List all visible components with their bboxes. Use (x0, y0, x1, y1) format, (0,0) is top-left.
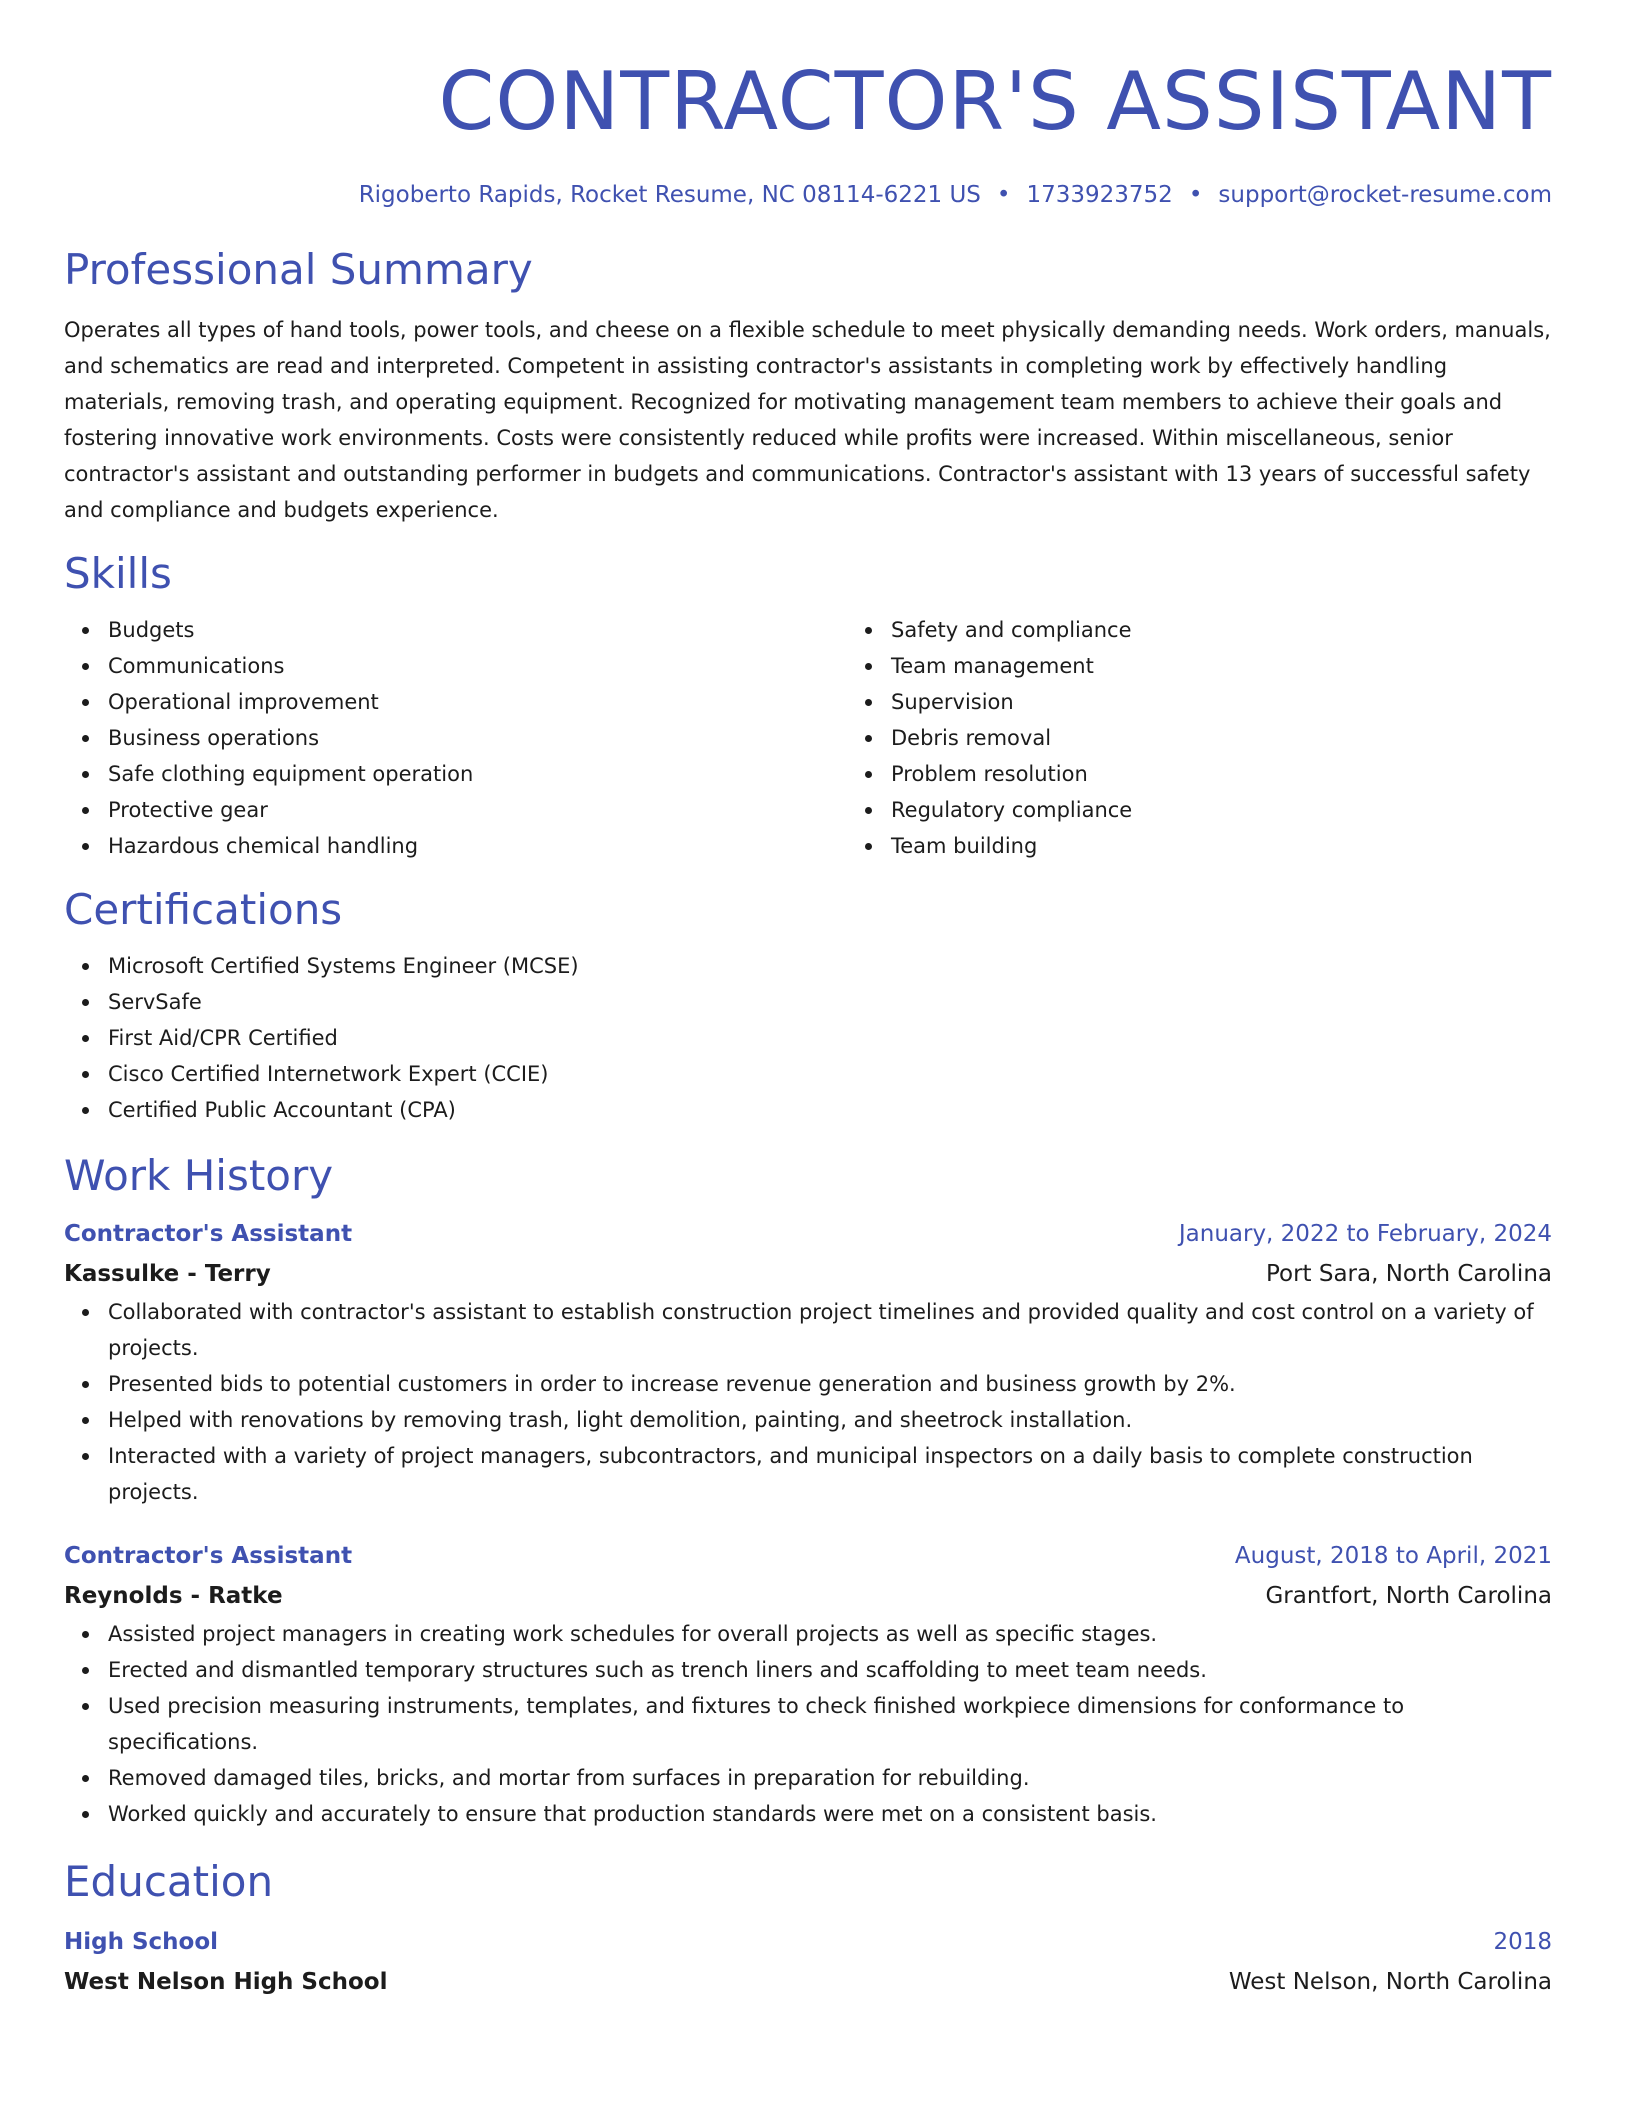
job-bullets (64, 1616, 1552, 1832)
job-subheader (64, 1576, 1552, 1616)
certification-item: Certified Public Accountant (CPA) (108, 1092, 1552, 1128)
job-header (64, 1536, 1552, 1576)
job-entry (64, 1536, 1552, 1832)
contact-phone: 1733923752 (1026, 182, 1173, 208)
certification-item: First Aid/CPR Certified (108, 1020, 1552, 1056)
section-title-skills: Skills (64, 549, 172, 598)
job-bullet: Helped with renovations by removing trash, light demolition, painting, and sheetrock installation. (108, 1402, 1558, 1438)
certification-item: Microsoft Certified Systems Engineer (MCSE) (108, 948, 1552, 984)
skill-item: Budgets (108, 612, 847, 648)
skill-item: Hazardous chemical handling (108, 828, 847, 864)
job-bullet: Interacted with a variety of project managers, subcontractors, and municipal inspectors on a daily basis to complete construction projects. (108, 1438, 1558, 1510)
education-school: West Nelson High School (64, 1969, 388, 1995)
summary-text: Operates all types of hand tools, power tools, and cheese on a flexible schedule to meet physically demanding needs. Work orders, manuals, and schematics are read and interpreted. Competent in assisting contractor's assistants in completing work by effectively handling materials, removing trash, and operating equipment. Recognized for motivating management team members to achieve their goals and fostering innovative work environments. Costs were consistently reduced while profits were increased. Within miscellaneous, senior contractor's assistant and outstanding performer in budgets and communications. Contractor's assistant with 13 years of successful safety and compliance and budgets experience. (64, 318, 1551, 522)
education-degree: High School (64, 1929, 219, 1955)
job-bullet: Worked quickly and accurately to ensure that production standards were met on a consistent basis. (108, 1796, 1558, 1832)
contact-separator: • (1188, 182, 1203, 208)
education-location: West Nelson, North Carolina (1228, 1969, 1552, 1995)
education-subheader (64, 1962, 1552, 2002)
job-subheader (64, 1254, 1552, 1294)
job-bullet: Removed damaged tiles, bricks, and mortar from surfaces in preparation for rebuilding. (108, 1760, 1558, 1796)
contact-address: Rigoberto Rapids, Rocket Resume, NC 08114-6221 US (358, 182, 981, 208)
job-dates: January, 2022 to February, 2024 (1178, 1221, 1552, 1247)
skill-item: Team building (891, 828, 1630, 864)
job-bullet: Assisted project managers in creating work schedules for overall projects as well as specific stages. (108, 1616, 1558, 1652)
skills-column-right (847, 612, 1630, 864)
skills-column-left (64, 612, 847, 864)
job-entry (64, 1214, 1552, 1510)
job-bullet: Erected and dismantled temporary structures such as trench liners and scaffolding to meet team needs. (108, 1652, 1558, 1688)
section-title-work-history: Work History (64, 1151, 334, 1200)
job-dates: August, 2018 to April, 2021 (1234, 1543, 1552, 1569)
resume-title: CONTRACTOR'S ASSISTANT (438, 55, 1552, 148)
job-location: Port Sara, North Carolina (1265, 1261, 1552, 1287)
job-company: Kassulke - Terry (64, 1261, 271, 1287)
contact-separator: • (996, 182, 1011, 208)
skill-item: Regulatory compliance (891, 792, 1630, 828)
skill-item: Protective gear (108, 792, 847, 828)
skill-item: Problem resolution (891, 756, 1630, 792)
education-year: 2018 (1493, 1929, 1552, 1955)
job-bullets (64, 1294, 1552, 1510)
section-title-certifications: Certifications (64, 885, 343, 934)
job-bullet: Presented bids to potential customers in order to increase revenue generation and business growth by 2%. (108, 1366, 1558, 1402)
job-company: Reynolds - Ratke (64, 1583, 283, 1609)
skill-item: Supervision (891, 684, 1630, 720)
section-title-summary: Professional Summary (64, 245, 533, 294)
certification-item: Cisco Certified Internetwork Expert (CCIE) (108, 1056, 1552, 1092)
job-header (64, 1214, 1552, 1254)
job-bullet: Collaborated with contractor's assistant to establish construction project timelines and provided quality and cost control on a variety of projects. (108, 1294, 1558, 1366)
skill-item: Business operations (108, 720, 847, 756)
certification-item: ServSafe (108, 984, 1552, 1020)
skill-item: Debris removal (891, 720, 1630, 756)
job-location: Grantfort, North Carolina (1265, 1583, 1552, 1609)
education-header (64, 1922, 1552, 1962)
job-bullet: Used precision measuring instruments, templates, and fixtures to check finished workpiece dimensions for conformance to specifications. (108, 1688, 1558, 1760)
job-title: Contractor's Assistant (64, 1543, 353, 1569)
contact-line (64, 180, 1552, 210)
education-entry (64, 1922, 1552, 2002)
skill-item: Team management (891, 648, 1630, 684)
certifications-list (64, 948, 1552, 1128)
job-title: Contractor's Assistant (64, 1221, 353, 1247)
skills-list (64, 612, 1552, 864)
skill-item: Safe clothing equipment operation (108, 756, 847, 792)
contact-email: support@rocket-resume.com (1218, 182, 1552, 208)
skill-item: Communications (108, 648, 847, 684)
section-title-education: Education (64, 1857, 274, 1906)
skill-item: Operational improvement (108, 684, 847, 720)
skill-item: Safety and compliance (891, 612, 1630, 648)
